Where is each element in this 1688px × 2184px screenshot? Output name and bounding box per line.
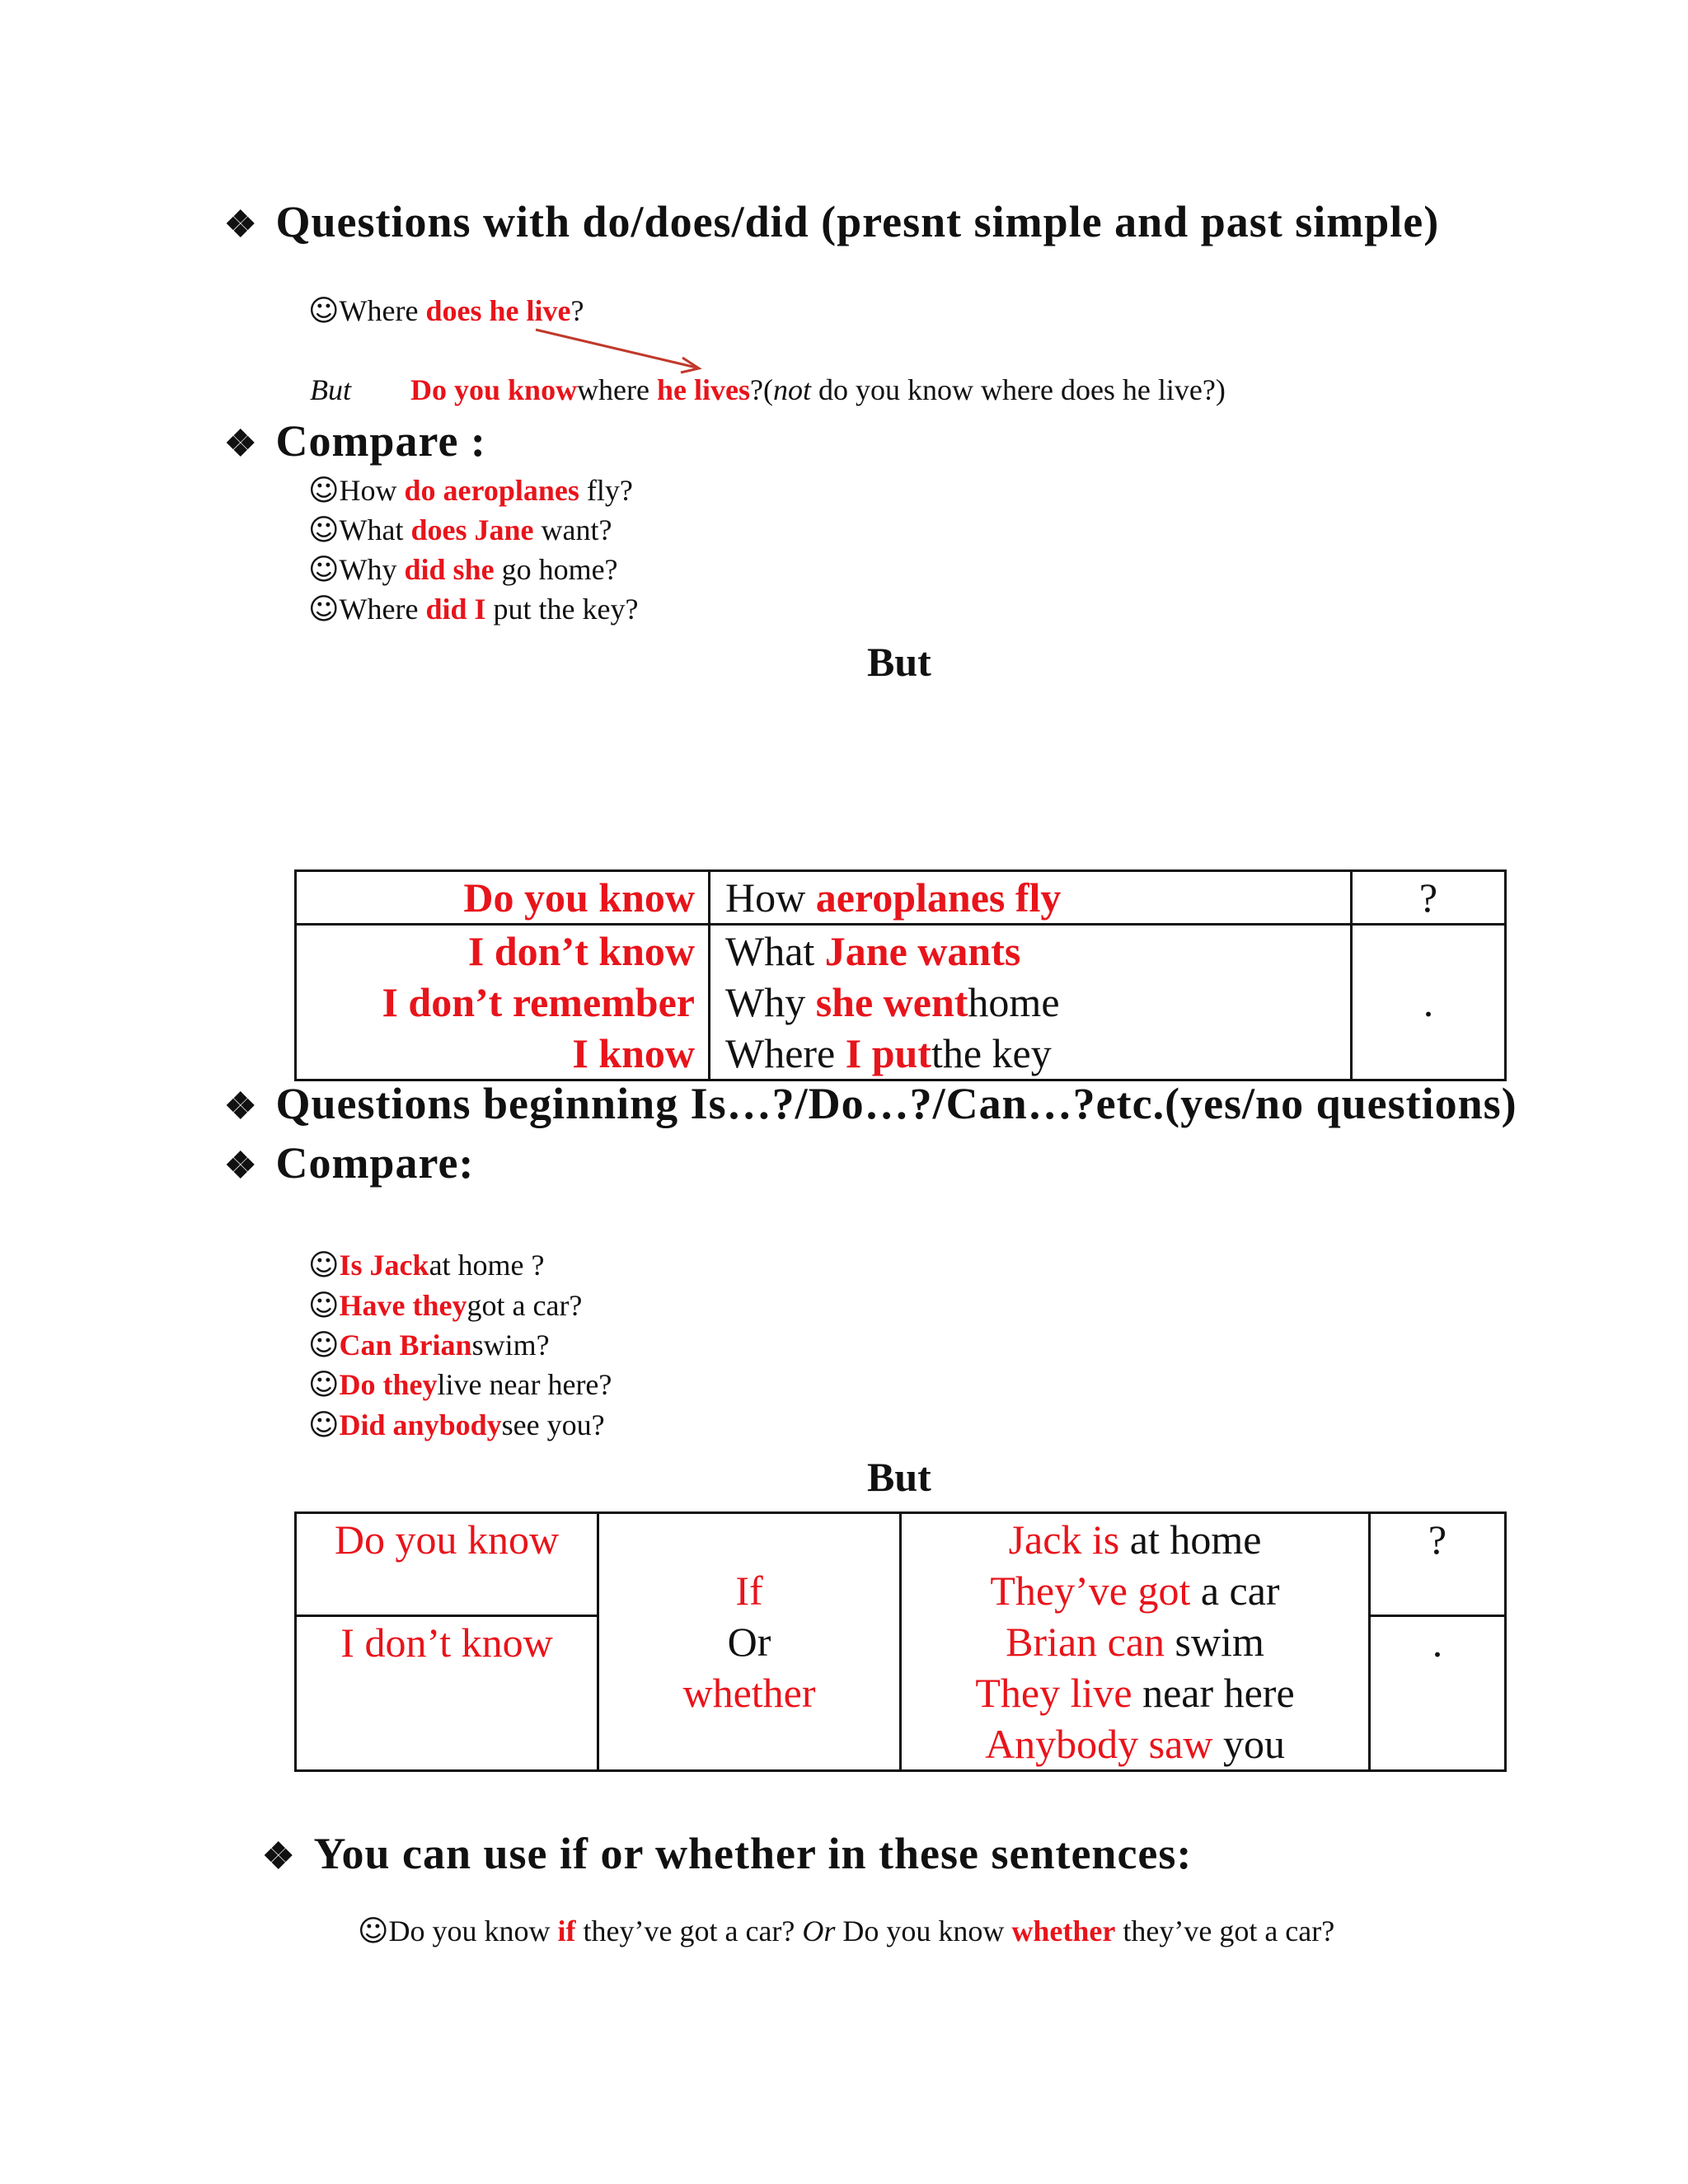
but-heading: But: [867, 639, 931, 685]
but-do-you-know-line: But Do you knowwhere he lives?(not do you know where does he live?): [310, 373, 1226, 406]
if-whether-table: [294, 1511, 1507, 1772]
smiley-icon: ☺: [308, 513, 340, 547]
smiley-icon: ☺: [308, 553, 340, 587]
example-if-whether: ☺Do you know if they’ve got a car? Or Do you know whether they’ve got a car?: [358, 1915, 1335, 1948]
section-heading-if-whether: ❖ You can use if or whether in these sentences:: [262, 1829, 1193, 1878]
table-cell: Do you know: [296, 1513, 598, 1616]
list-item: ☺Did anybodysee you?: [308, 1408, 605, 1442]
diamond-bullet-icon: ❖: [224, 204, 258, 245]
list-item: ☺Do theylive near here?: [308, 1368, 612, 1402]
table-cell: Do you know: [296, 871, 710, 925]
list-item: ☺Why did she go home?: [308, 553, 618, 587]
section-heading-do-does-did: [224, 196, 1439, 247]
smiley-icon: ☺: [308, 1289, 340, 1323]
section-title: Questions with do/does/did (presnt simple and past simple): [275, 197, 1440, 246]
table-cell: I don’t know: [296, 1616, 598, 1771]
table-cell: I don’t know I don’t remember I know: [296, 925, 710, 1080]
section-heading-compare: ❖ Compare :: [224, 416, 486, 466]
list-item: ☺What does Jane want?: [308, 513, 612, 547]
smiley-icon: ☺: [308, 1329, 340, 1362]
but-heading-2: But: [867, 1454, 931, 1500]
table-cell: ?: [1370, 1513, 1506, 1616]
indirect-question-table: [294, 869, 1507, 1081]
table-cell: How aeroplanes fly: [710, 871, 1352, 925]
example-where-does-he-live: ☺Where does he live?: [308, 294, 584, 328]
list-item: ☺Can Brianswim?: [308, 1329, 550, 1362]
table-cell: What Jane wants Why she wenthome Where I putthe key: [710, 925, 1352, 1080]
table-cell: If Or whether: [598, 1513, 901, 1771]
smiley-icon: ☺: [308, 1249, 340, 1282]
list-item: ☺Where did I put the key?: [308, 593, 639, 626]
smiley-icon: ☺: [358, 1915, 389, 1948]
diamond-bullet-icon: ❖: [224, 1146, 258, 1186]
section-heading-yes-no: ❖ Questions beginning Is…?/Do…?/Can…?etc.(yes/no questions): [224, 1079, 1517, 1128]
diamond-bullet-icon: ❖: [262, 1836, 296, 1877]
smiley-icon: ☺: [308, 474, 340, 508]
table-cell: .: [1370, 1616, 1506, 1771]
table-cell: .: [1352, 925, 1506, 1080]
list-item: ☺Is Jackat home ?: [308, 1249, 545, 1282]
list-item: ☺How do aeroplanes fly?: [308, 474, 633, 508]
smiley-icon: ☺: [308, 593, 340, 626]
arrow-icon: [528, 321, 709, 379]
diamond-bullet-icon: ❖: [224, 424, 258, 464]
section-heading-compare-2: ❖ Compare:: [224, 1138, 475, 1188]
smiley-icon: ☺: [308, 294, 340, 328]
smiley-icon: ☺: [308, 1408, 340, 1442]
table-cell: Jack is at home They’ve got a car Brian can swim They live near here Anybody saw you: [901, 1513, 1370, 1771]
list-item: ☺Have theygot a car?: [308, 1289, 583, 1323]
table-cell: ?: [1352, 871, 1506, 925]
diamond-bullet-icon: ❖: [224, 1086, 258, 1127]
smiley-icon: ☺: [308, 1368, 340, 1402]
